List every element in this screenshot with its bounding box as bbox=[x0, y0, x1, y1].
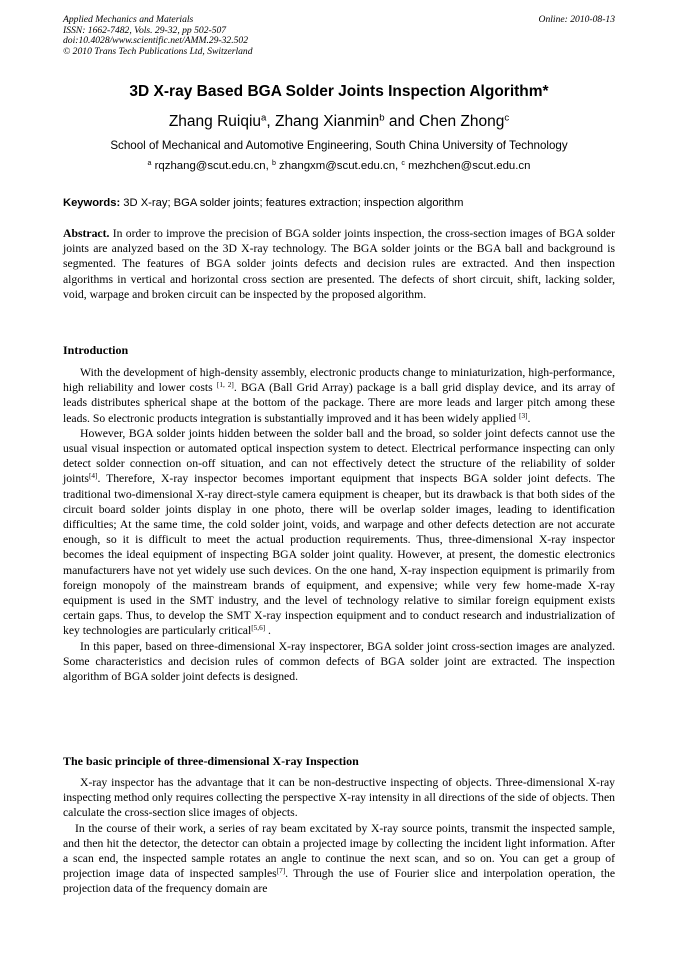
author-2-mark: b bbox=[379, 112, 385, 124]
principle-p2-text-a: In the course of their work, a series of ray beam excitated by X-ray source points, transmit the inspected sample, and then hit the detector, the detector can obtain a projected image by collecting the incident light information. After a scan end, the inspected sample rotates an angle to continue the next scan, and so on. You can get a group of projection image data of inspected samples bbox=[63, 821, 615, 881]
online-date: Online: 2010-08-13 bbox=[538, 14, 615, 25]
intro-p2-text-a: However, BGA solder joints hidden between the solder ball and the broad, so solder joint defects cannot use the usual visual inspection or automated optical inspection system to detect. Electrical performance inspecting can only detect solder connection on-off situation, and can not effectively detect the structure of the reliability of solder joints bbox=[63, 426, 615, 486]
intro-paragraph-3: In this paper, based on three-dimensional X-ray inspectorer, BGA solder joint cross-section images are analyzed. Some characteristics and decision rules of common defects of BGA solder joint are extracted. The inspection algorithm of BGA solder joint defects is designed. bbox=[63, 639, 615, 684]
intro-paragraph-2 bbox=[63, 426, 615, 639]
journal-header bbox=[63, 15, 615, 57]
abstract-text: In order to improve the precision of BGA solder joints inspection, the cross-section images of BGA solder joints are analyzed based on the 3D X-ray technology. The BGA solder joints or the BGA ball and background is segmented. The features of BGA solder joints defects and decision rules are extracted. And then inspection algorithms in vertical and horizontal cross section are presented. The defects of short circuit, shift, lacking solder, void, warpage and broken circuit can be inspected by the proposed algorithm. bbox=[63, 227, 615, 301]
introduction-heading: Introduction bbox=[63, 343, 129, 357]
affiliation: School of Mechanical and Automotive Engineering, South China University of Technology bbox=[110, 139, 568, 152]
citation-1-2: [1, 2] bbox=[216, 381, 234, 390]
email-2-mark: b bbox=[271, 160, 276, 168]
doi-line: doi:10.4028/www.scientific.net/AMM.29-32.502 bbox=[63, 35, 249, 47]
issn-line: ISSN: 1662-7482, Vols. 29-32, pp 502-507 bbox=[63, 24, 227, 36]
paper-title: 3D X-ray Based BGA Solder Joints Inspection Algorithm* bbox=[129, 83, 549, 100]
author-3: and Chen Zhong bbox=[384, 113, 505, 130]
principle-heading: The basic principle of three-dimensional X-ray Inspection bbox=[63, 754, 359, 768]
intro-p2-text-b: . Therefore, X-ray inspector becomes important equipment that inspects BGA solder joint defects. The traditional two-dimensional X-ray direct-style camera equipment is cheaper, but its drawback is that both sides of the circuit board solder joints display in one photo, there will be overlap solder images, leading to identification difficulties; At the same time, the cold solder joint, voids, and warpage and other defects detection are not accurate enough, so it is difficult to meet the actual production requirements. Thus, three-dimensional X-ray inspector becomes the ideal equipment of inspecting BGA solder joint quality. However, at present, the domestic electronics manufacturers have not yet widely use such devices. On the one hand, X-ray inspection equipment is primarily from foreign monopoly of the mainstream brands of equipment, and expensive; while very few home-made X-ray equipment is used in the SMT industry, and the level of technology relative to similar foreign equipment exists certain gaps. Thus, to develop the SMT X-ray inspection equipment and to conduct research and industrialization of key technologies are particularly critical bbox=[63, 472, 615, 638]
citation-3: [3] bbox=[519, 411, 528, 420]
citation-4: [4] bbox=[88, 472, 98, 481]
intro-paragraph-1 bbox=[63, 365, 615, 426]
keywords-label: Keywords: bbox=[63, 197, 121, 209]
email-3-mark: c bbox=[401, 160, 405, 168]
email-list bbox=[63, 160, 615, 172]
abstract-label: Abstract. bbox=[63, 227, 110, 240]
copyright-line: © 2010 Trans Tech Publications Ltd, Switzerland bbox=[63, 45, 253, 57]
email-2: zhangxm@scut.edu.cn, bbox=[275, 160, 402, 172]
author-1: Zhang Ruiqiu bbox=[168, 113, 262, 130]
citation-7: [7] bbox=[276, 867, 286, 876]
journal-name: Applied Mechanics and Materials bbox=[63, 14, 194, 25]
author-list bbox=[63, 113, 615, 131]
email-3: mezhchen@scut.edu.cn bbox=[404, 160, 531, 172]
email-1: rqzhang@scut.edu.cn, bbox=[151, 160, 272, 172]
intro-p2-text-c: . bbox=[265, 624, 271, 638]
principle-body bbox=[63, 775, 615, 897]
keywords bbox=[63, 197, 615, 209]
keywords-text: 3D X-ray; BGA solder joints; features extraction; inspection algorithm bbox=[120, 197, 464, 209]
author-1-mark: a bbox=[261, 112, 267, 124]
intro-p1-text-a: With the development of high-density assembly, electronic products change to miniaturization, high-performance, high reliability and lower costs bbox=[63, 366, 615, 395]
principle-paragraph-1: X-ray inspector has the advantage that it can be non-destructive inspecting of objects. Three-dimensional X-ray inspecting method only requires collecting the perspective X-ray intensity in all directions of the side of objects. Then calculate the cross-section slice images of objects. bbox=[63, 776, 615, 820]
citation-5-6: [5,6] bbox=[251, 624, 266, 633]
introduction-body bbox=[63, 365, 615, 684]
author-2: , Zhang Xianmin bbox=[266, 113, 380, 130]
email-1-mark: a bbox=[147, 160, 152, 168]
abstract bbox=[63, 226, 615, 302]
intro-p1-text-b: . BGA (Ball Grid Array) package is a ball grid display device, and its array of leads distributes spherical shape at the bottom of the package. There are more leads and larger pitch among these leads. So electronic products integration is substantially improved and it has been widely applied bbox=[63, 381, 616, 425]
principle-p2-text-b: . Through the use of Fourier slice and interpolation operation, the projection data of the frequency domain are bbox=[63, 867, 616, 896]
intro-p1-text-c: . bbox=[527, 411, 531, 425]
principle-paragraph-2 bbox=[63, 821, 615, 897]
author-3-mark: c bbox=[504, 112, 510, 124]
